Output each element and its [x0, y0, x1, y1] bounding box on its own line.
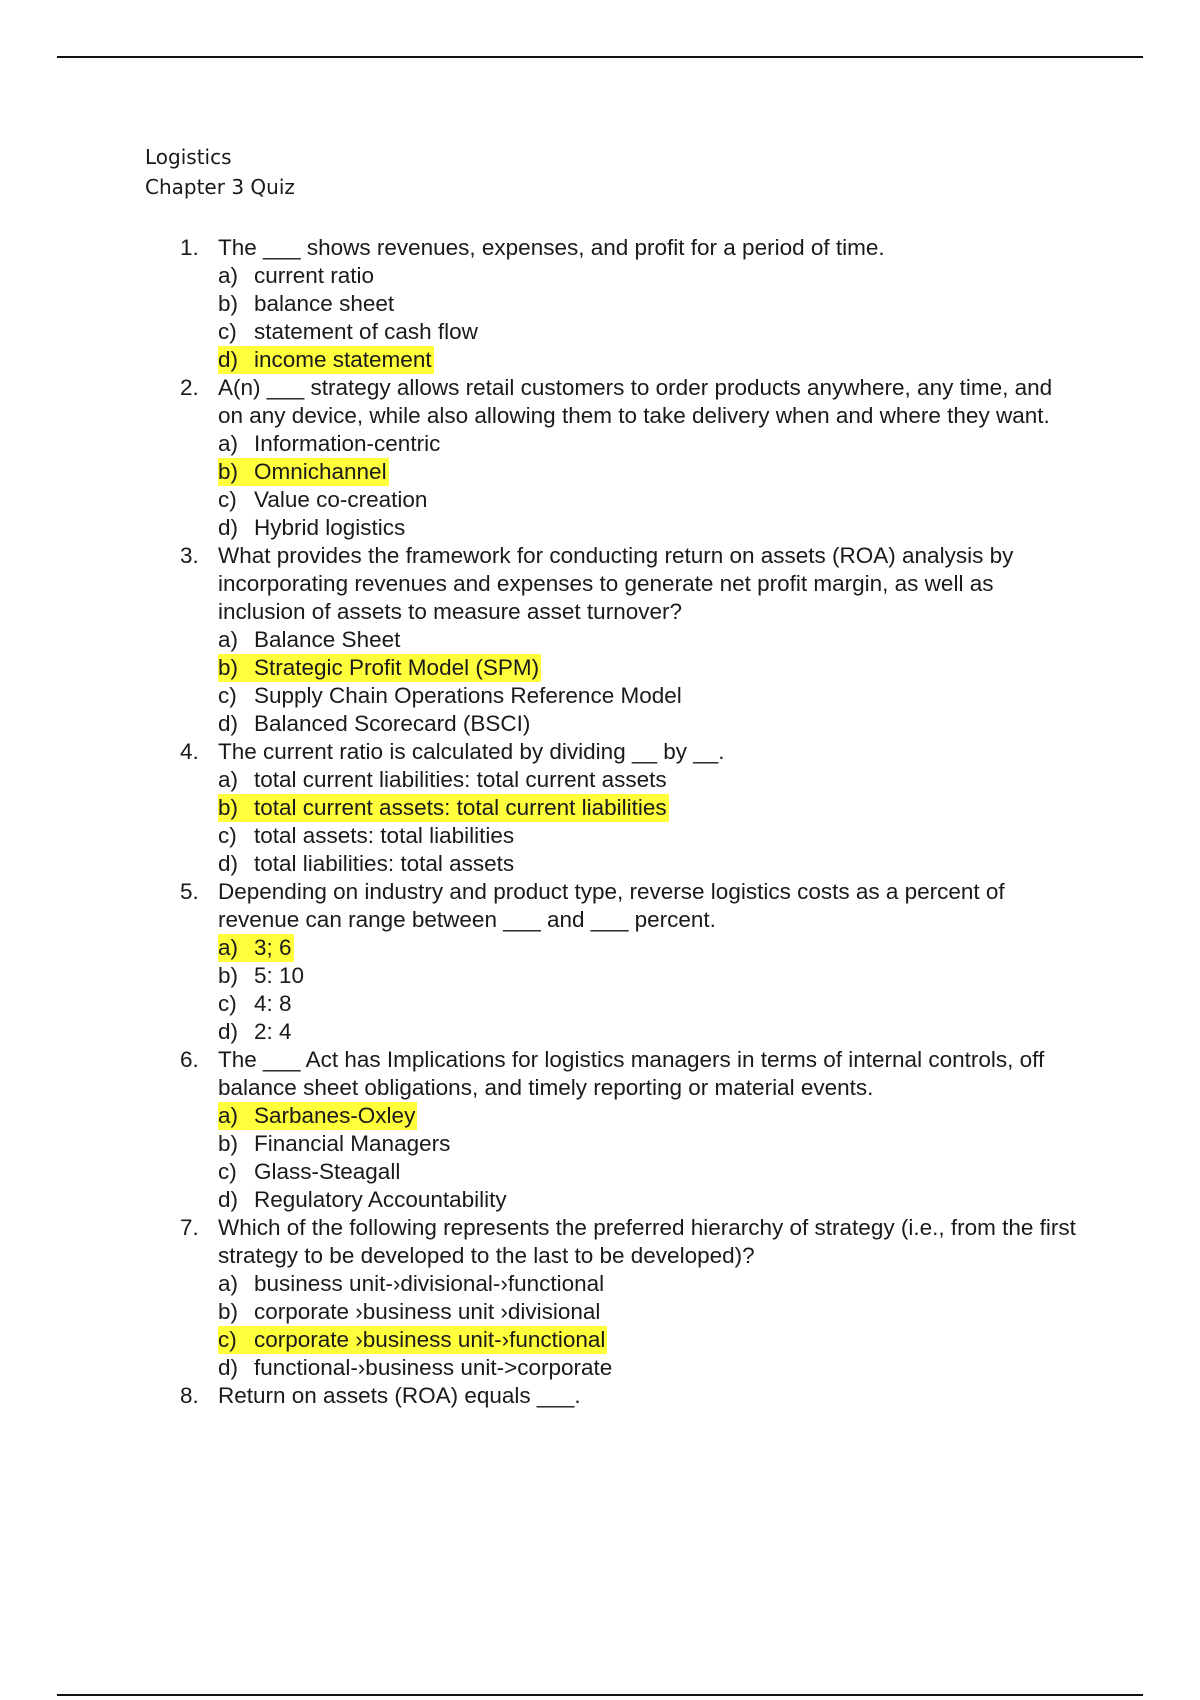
- option-d: [218, 850, 1078, 878]
- question-number: 7.: [180, 1215, 199, 1240]
- option-letter: d): [218, 347, 239, 372]
- option-text: total current liabilities: total current assets: [254, 767, 667, 792]
- option-text: Hybrid logistics: [254, 515, 406, 540]
- question-6: [0, 1046, 1200, 1214]
- option-letter: d): [218, 515, 239, 540]
- option-text: Strategic Profit Model (SPM): [254, 655, 540, 680]
- option-b-highlighted-answer: [218, 794, 1078, 822]
- option-letter: c): [218, 487, 237, 512]
- question-8: [0, 1382, 1200, 1410]
- option-letter: d): [218, 711, 239, 736]
- option-a-highlighted-answer: [218, 934, 1078, 962]
- option-text: Omnichannel: [254, 459, 387, 484]
- option-text: Regulatory Accountability: [254, 1187, 507, 1212]
- question-1: [0, 234, 1200, 374]
- option-b: [218, 290, 1078, 318]
- option-text: corporate ›business unit-›functional: [254, 1327, 606, 1352]
- option-text: 3; 6: [254, 935, 292, 960]
- option-text: total liabilities: total assets: [254, 851, 515, 876]
- course-name: Logistics: [145, 145, 232, 169]
- option-text: Value co-creation: [254, 487, 428, 512]
- option-b-highlighted-answer: [218, 654, 1078, 682]
- option-d: [218, 1354, 1078, 1382]
- option-letter: a): [218, 627, 239, 652]
- question-text: Which of the following represents the preferred hierarchy of strategy (i.e., from the first strategy to be developed to the last to be developed)?: [218, 1215, 1076, 1268]
- question-number: 6.: [180, 1047, 199, 1072]
- option-b-highlighted-answer: [218, 458, 1078, 486]
- option-a: [218, 766, 1078, 794]
- option-c: [218, 682, 1078, 710]
- question-4: [0, 738, 1200, 878]
- option-c: [218, 1158, 1078, 1186]
- option-letter: b): [218, 963, 239, 988]
- option-text: functional-›business unit->corporate: [254, 1355, 613, 1380]
- option-text: total current assets: total current liabilities: [254, 795, 667, 820]
- question-3: [0, 542, 1200, 738]
- option-text: Supply Chain Operations Reference Model: [254, 683, 682, 708]
- question-text: A(n) ___ strategy allows retail customers to order products anywhere, any time, and on any device, while also allowing them to take delivery when and where they want.: [218, 375, 1053, 428]
- option-text: Balance Sheet: [254, 627, 401, 652]
- option-letter: a): [218, 1271, 239, 1296]
- option-letter: d): [218, 1355, 239, 1380]
- option-text: 5: 10: [254, 963, 305, 988]
- question-number: 2.: [180, 375, 199, 400]
- option-c: [218, 318, 1078, 346]
- option-letter: c): [218, 991, 237, 1016]
- question-2: [0, 374, 1200, 542]
- option-letter: c): [218, 1327, 237, 1352]
- option-d: [218, 1018, 1078, 1046]
- option-text: total assets: total liabilities: [254, 823, 515, 848]
- option-text: 2: 4: [254, 1019, 292, 1044]
- question-text: What provides the framework for conducting return on assets (ROA) analysis by incorporating revenues and expenses to generate net profit margin, as well as inclusion of assets to measure asset turnover?: [218, 543, 1014, 624]
- document-header: [145, 142, 295, 202]
- option-text: Sarbanes-Oxley: [254, 1103, 416, 1128]
- option-letter: a): [218, 1103, 239, 1128]
- option-b: [218, 962, 1078, 990]
- option-letter: a): [218, 767, 239, 792]
- option-letter: b): [218, 1299, 239, 1324]
- option-text: corporate ›business unit ›divisional: [254, 1299, 601, 1324]
- question-text: The current ratio is calculated by dividing __ by __.: [218, 739, 725, 764]
- question-text: Depending on industry and product type, reverse logistics costs as a percent of revenue can range between ___ and ___ percent.: [218, 879, 1005, 932]
- option-text: current ratio: [254, 263, 375, 288]
- option-a: [218, 626, 1078, 654]
- option-a-highlighted-answer: [218, 1102, 1078, 1130]
- question-number: 8.: [180, 1383, 199, 1408]
- option-a: [218, 430, 1078, 458]
- question-7: [0, 1214, 1200, 1382]
- option-letter: b): [218, 655, 239, 680]
- option-letter: a): [218, 431, 239, 456]
- question-number: 3.: [180, 543, 199, 568]
- option-c-highlighted-answer: [218, 1326, 1078, 1354]
- option-text: Information-centric: [254, 431, 441, 456]
- option-text: business unit-›divisional-›functional: [254, 1271, 605, 1296]
- option-text: Glass-Steagall: [254, 1159, 401, 1184]
- option-letter: c): [218, 823, 237, 848]
- question-number: 4.: [180, 739, 199, 764]
- quiz-title: Chapter 3 Quiz: [145, 175, 295, 199]
- bottom-rule: [57, 1694, 1143, 1696]
- option-b: [218, 1298, 1078, 1326]
- option-letter: b): [218, 459, 239, 484]
- option-c: [218, 990, 1078, 1018]
- option-letter: a): [218, 263, 239, 288]
- option-letter: b): [218, 795, 239, 820]
- option-c: [218, 822, 1078, 850]
- option-letter: c): [218, 1159, 237, 1184]
- question-list: [0, 234, 1200, 1410]
- option-letter: d): [218, 1019, 239, 1044]
- option-text: statement of cash flow: [254, 319, 478, 344]
- question-text: The ___ Act has Implications for logistics managers in terms of internal controls, off balance sheet obligations, and timely reporting or material events.: [218, 1047, 1045, 1100]
- option-d: [218, 710, 1078, 738]
- option-b: [218, 1130, 1078, 1158]
- question-number: 5.: [180, 879, 199, 904]
- option-d: [218, 514, 1078, 542]
- option-letter: a): [218, 935, 239, 960]
- option-letter: d): [218, 1187, 239, 1212]
- option-text: Balanced Scorecard (BSCI): [254, 711, 531, 736]
- option-letter: d): [218, 851, 239, 876]
- option-letter: c): [218, 319, 237, 344]
- question-text: Return on assets (ROA) equals ___.: [218, 1383, 581, 1408]
- question-5: [0, 878, 1200, 1046]
- option-text: 4: 8: [254, 991, 292, 1016]
- question-number: 1.: [180, 235, 199, 260]
- option-text: income statement: [254, 347, 432, 372]
- option-text: Financial Managers: [254, 1131, 451, 1156]
- option-text: balance sheet: [254, 291, 395, 316]
- option-letter: b): [218, 1131, 239, 1156]
- option-a: [218, 262, 1078, 290]
- option-c: [218, 486, 1078, 514]
- question-text: The ___ shows revenues, expenses, and profit for a period of time.: [218, 235, 885, 260]
- option-d: [218, 1186, 1078, 1214]
- top-rule: [57, 56, 1143, 58]
- option-letter: c): [218, 683, 237, 708]
- option-a: [218, 1270, 1078, 1298]
- option-letter: b): [218, 291, 239, 316]
- option-d-highlighted-answer: [218, 346, 1078, 374]
